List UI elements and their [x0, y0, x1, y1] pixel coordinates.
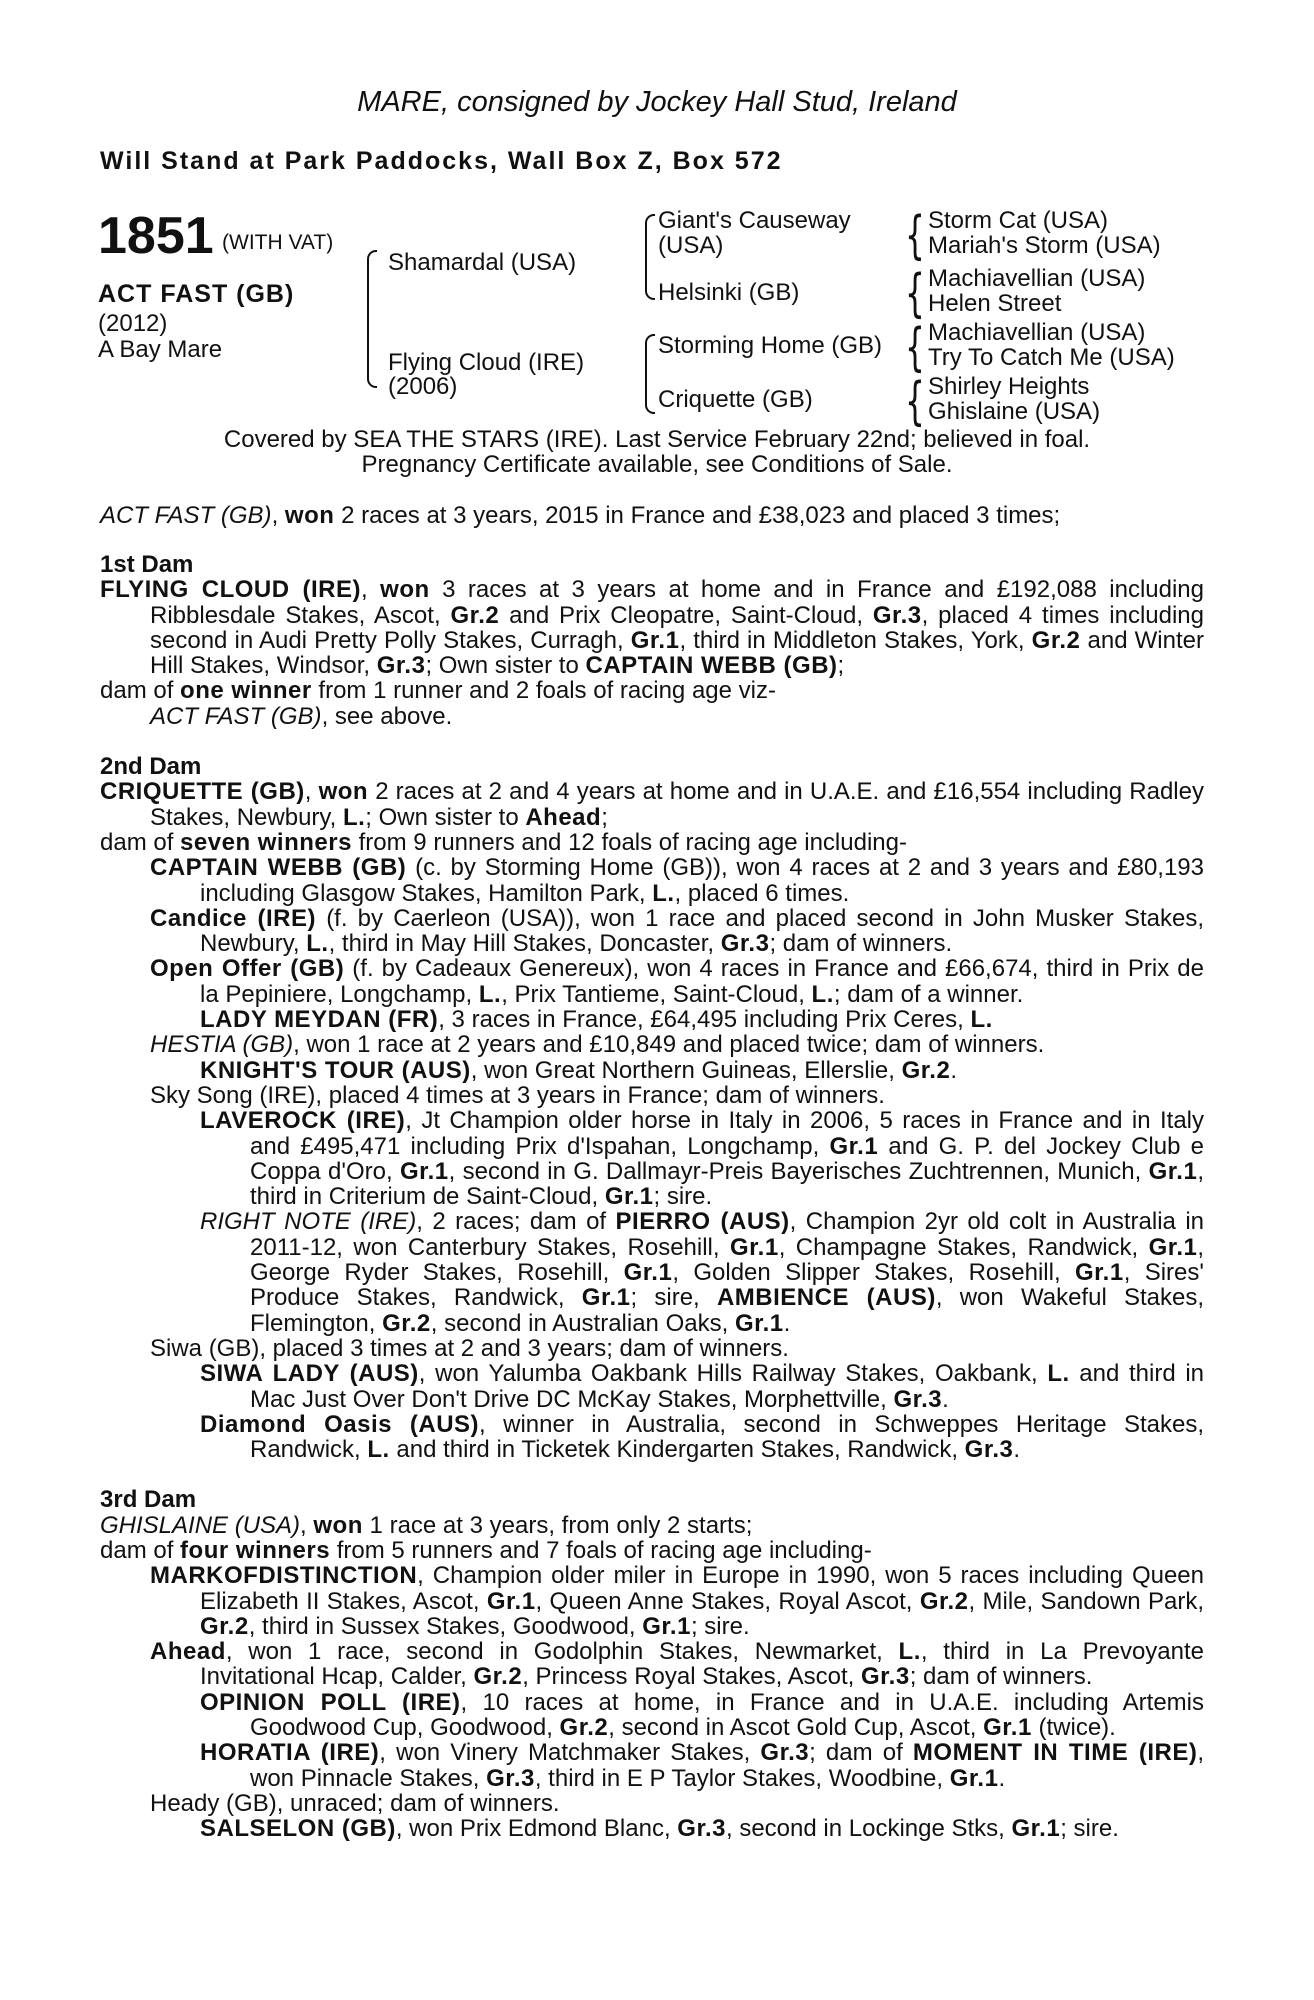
offspring-captain-webb: CAPTAIN WEBB (GB) (c. by Storming Home (GB)), won 4 races at 2 and 3 years and £80,193 including Glasgow Stakes, Hamilton Park, L., placed 6 times.: [150, 854, 1204, 907]
second-dam-heading: 2nd Dam: [100, 753, 202, 781]
pedigree-sire-sire-2: (USA): [658, 232, 724, 259]
pedigree-sire-dam: Helsinki (GB): [658, 279, 800, 306]
horse-year: (2012): [98, 310, 168, 337]
pedigree-dam-line2: (2006): [388, 373, 458, 400]
pedigree-bracket-sire-dam: [645, 256, 655, 300]
offspring-opinion-poll: OPINION POLL (IRE), 10 races at home, in France and in U.A.E. including Artemis Goodwood Cup, Goodwood, Gr.2, second in Ascot Gold Cup, Ascot, Gr.1 (twice).: [200, 1688, 1205, 1742]
offspring-ahead: Ahead, won 1 race, second in Godolphin Stakes, Newmarket, L., third in La Prevoyante Invitational Hcap, Calder, Gr.2, Princess Royal Stakes, Ascot, Gr.3; dam of winners.: [150, 1638, 1205, 1691]
first-dam-produce: dam of one winner from 1 runner and 2 foals of racing age viz-: [100, 677, 776, 705]
pedigree-ds-sire: Machiavellian (USA): [928, 319, 1146, 346]
second-dam-produce: dam of seven winners from 9 runners and 12 foals of racing age including-: [100, 828, 907, 856]
first-dam-heading: 1st Dam: [100, 551, 194, 578]
pedigree-bracket-dam-dam: [645, 372, 655, 414]
offspring-salselon: SALSELON (GB), won Prix Edmond Blanc, Gr.3, second in Lockinge Stks, Gr.1; sire.: [200, 1815, 1119, 1843]
pedigree-sd-sire: Machiavellian (USA): [928, 265, 1146, 292]
lot-number: 1851: [98, 207, 214, 265]
offspring-heady: Heady (GB), unraced; dam of winners.: [150, 1789, 560, 1817]
pedigree-brace-3: {: [905, 318, 925, 378]
offspring-knights-tour: KNIGHT'S TOUR (AUS), won Great Northern Guineas, Ellerslie, Gr.2.: [200, 1056, 957, 1084]
third-dam-produce: dam of four winners from 5 runners and 7 foals of racing age including-: [100, 1536, 872, 1564]
offspring-right-note: RIGHT NOTE (IRE), 2 races; dam of PIERRO (AUS), Champion 2yr old colt in Australia in 2011-12, won Canterbury Stakes, Rosehill, Gr.1, Champagne Stakes, Randwick, Gr.1, George Ryder Stakes, Rosehill, Gr.1, Golden Slipper Stakes, Rosehill, Gr.1, Sires' Produce Stakes, Randwick, Gr.1; sire, AMBIENCE (AUS), won Wakeful Stakes, Flemington, Gr.2, second in Australian Oaks, Gr.1.: [200, 1208, 1205, 1337]
horse-summary: ACT FAST (GB), won 2 races at 3 years, 2015 in France and £38,023 and placed 3 times;: [100, 502, 1061, 529]
family-details: [100, 552, 1204, 1842]
second-dam-record: CRIQUETTE (GB), won 2 races at 2 and 4 years at home and in U.A.E. and £16,554 including Radley Stakes, Newbury, L.; Own sister to Ahead;: [100, 778, 1204, 831]
pedigree-dam-dam: Criquette (GB): [658, 386, 813, 413]
pedigree-ss-sire: Storm Cat (USA): [928, 207, 1109, 234]
pedigree-dd-dam: Ghislaine (USA): [928, 398, 1101, 425]
pedigree-brace-4: {: [905, 372, 925, 432]
pedigree-sd-dam: Helen Street: [928, 290, 1062, 317]
offspring-sky-song: Sky Song (IRE), placed 4 times at 3 years in France; dam of winners.: [150, 1081, 885, 1109]
pedigree-dd-sire: Shirley Heights: [928, 373, 1090, 400]
offspring-siwa-lady: SIWA LADY (AUS), won Yalumba Oakbank Hills Railway Stakes, Oakbank, L. and third in Mac Just Over Don't Drive DC McKay Stakes, Morphettville, Gr.3.: [200, 1360, 1204, 1413]
pedigree-dam-sire: Storming Home (GB): [658, 332, 883, 359]
offspring-candice: Candice (IRE) (f. by Caerleon (USA)), won 1 race and placed second in John Musker Stakes, Newbury, L., third in May Hill Stakes, Doncaster, Gr.3; dam of winners.: [150, 904, 1205, 958]
horse-description: A Bay Mare: [98, 336, 223, 363]
pedigree-brace-1: {: [905, 206, 925, 266]
pedigree-brace-2: {: [905, 264, 925, 324]
offspring-siwa: Siwa (GB), placed 3 times at 2 and 3 years; dam of winners.: [150, 1334, 789, 1362]
pedigree-bracket-dam-sire: [645, 334, 655, 374]
first-dam-offspring: ACT FAST (GB), see above.: [150, 702, 453, 730]
offspring-markofdistinction: MARKOFDISTINCTION, Champion older miler in Europe in 1990, won 5 races including Queen Elizabeth II Stakes, Ascot, Gr.1, Queen Anne Stakes, Royal Ascot, Gr.2, Mile, Sandown Park, Gr.2, third in Sussex Stakes, Goodwood, Gr.1; sire.: [150, 1562, 1204, 1640]
pregnancy-note: Pregnancy Certificate available, see Conditions of Sale.: [361, 451, 953, 478]
offspring-hestia: HESTIA (GB), won 1 race at 2 years and £10,849 and placed twice; dam of winners.: [150, 1031, 1045, 1059]
third-dam-record: GHISLAINE (USA), won 1 race at 3 years, from only 2 starts;: [100, 1511, 753, 1539]
pedigree-sire: Shamardal (USA): [388, 249, 577, 276]
covered-note: Covered by SEA THE STARS (IRE). Last Service February 22nd; believed in foal.: [223, 426, 1091, 453]
offspring-lady-meydan: LADY MEYDAN (FR), 3 races in France, £64,495 including Prix Ceres, L.: [200, 1006, 993, 1034]
location-line: Will Stand at Park Paddocks, Wall Box Z, Box 572: [100, 147, 783, 175]
pedigree-bracket-dam: [367, 318, 377, 388]
pedigree-ds-dam: Try To Catch Me (USA): [928, 344, 1175, 371]
pedigree-ss-dam: Mariah's Storm (USA): [928, 232, 1161, 259]
consignment-line: MARE, consigned by Jockey Hall Stud, Ireland: [357, 86, 957, 118]
pedigree-bracket-sire: [367, 250, 377, 320]
pedigree-dam-line1: Flying Cloud (IRE): [388, 349, 585, 376]
pedigree-bracket-sire-sire: [645, 214, 655, 258]
offspring-open-offer: Open Offer (GB) (f. by Cadeaux Genereux), won 4 races in France and £66,674, third in Prix de la Pepiniere, Longchamp, L., Prix Tantieme, Saint-Cloud, L.; dam of a winner.: [150, 955, 1204, 1008]
offspring-horatia: HORATIA (IRE), won Vinery Matchmaker Stakes, Gr.3; dam of MOMENT IN TIME (IRE), won Pinnacle Stakes, Gr.3, third in E P Taylor Stakes, Woodbine, Gr.1.: [200, 1739, 1205, 1792]
first-dam-record: FLYING CLOUD (IRE), won 3 races at 3 years at home and in France and £192,088 including Ribblesdale Stakes, Ascot, Gr.2 and Prix Cleopatre, Saint-Cloud, Gr.3, placed 4 times including second in Audi Pretty Polly Stakes, Curragh, Gr.1, third in Middleton Stakes, York, Gr.2 and Winter Hill Stakes, Windsor, Gr.3; Own sister to CAPTAIN WEBB (GB);: [100, 576, 1204, 680]
horse-name: ACT FAST (GB): [98, 280, 295, 308]
third-dam-heading: 3rd Dam: [100, 1486, 197, 1514]
pedigree-sire-sire-1: Giant's Causeway: [658, 207, 851, 234]
offspring-laverock: LAVEROCK (IRE), Jt Champion older horse in Italy in 2006, 5 races in France and in Italy and £495,471 including Prix d'Ispahan, Longchamp, Gr.1 and G. P. del Jockey Club e Coppa d'Oro, Gr.1, second in G. Dallmayr-Preis Bayerisches Zuchtrennen, Munich, Gr.1, third in Criterium de Saint-Cloud, Gr.1; sire.: [200, 1107, 1205, 1211]
offspring-diamond-oasis: Diamond Oasis (AUS), winner in Australia, second in Schweppes Heritage Stakes, Randwick, L. and third in Ticketek Kindergarten Stakes, Randwick, Gr.3.: [200, 1410, 1204, 1464]
vat-note: (WITH VAT): [222, 231, 334, 254]
